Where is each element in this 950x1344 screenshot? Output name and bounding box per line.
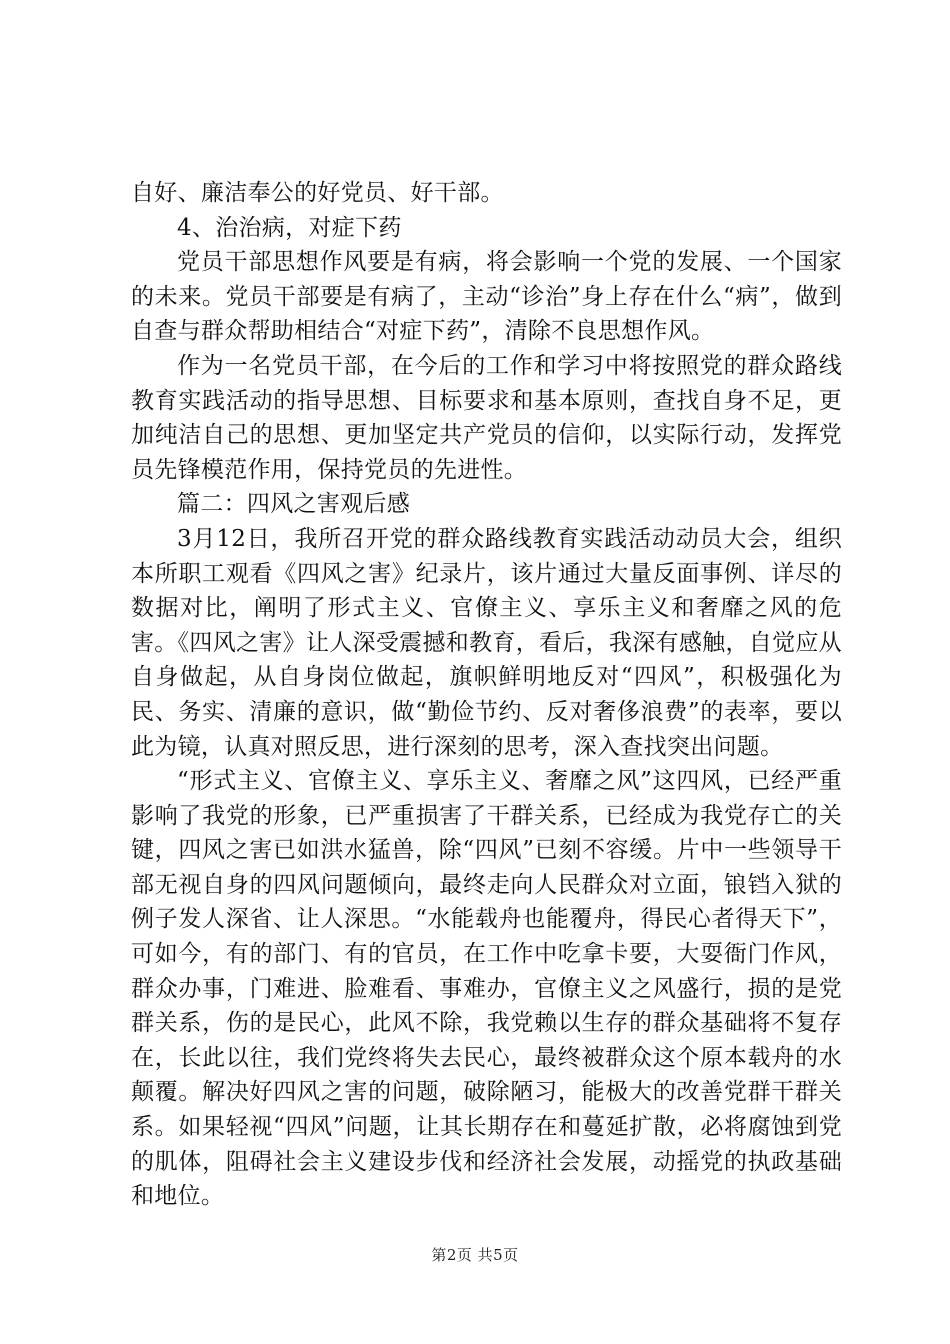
paragraph: 3月12日，我所召开党的群众路线教育实践活动动员大会，组织本所职工观看《四风之害》纪录片，该片通过大量反面事例、详尽的数据对比，阐明了形式主义、官僚主义、享乐主义和奢靡之风的危害。《四风之害》让人深受震撼和教育，看后，我深有感触，自觉应从自身做起，从自身岗位做起，旗帜鲜明地反对“四风”，积极强化为民、务实、清廉的意识，做“勤俭节约、反对奢侈浪费”的表率，要以此为镜，认真对照反思，进行深刻的思考，深入查找突出问题。 xyxy=(131,525,842,760)
article-heading: 篇二：四风之害观后感 xyxy=(177,491,410,518)
paragraph: 自好、廉洁奉公的好党员、好干部。 xyxy=(131,180,504,206)
section-heading-4: 4、治治病，对症下药 xyxy=(177,214,402,241)
paragraph: “形式主义、官僚主义、享乐主义、奢靡之风”这四风，已经严重影响了我党的形象，已严重损害了干群关系，已经成为我党存亡的关键，四风之害已如洪水猛兽，除“四风”已刻不容缓。片中一些领导干部无视自身的四风问题倾向，最终走向人民群众对立面，锒铛入狱的例子发人深省、让人深思。“水能载舟也能覆舟，得民心者得天下”，可如今，有的部门、有的官员，在工作中吃拿卡要，大耍衙门作风，群众办事，门难进、脸难看、事难办，官僚主义之风盛行，损的是党群关系，伤的是民心，此风不除，我党赖以生存的群众基础将不复存在，长此以往，我们党终将失去民心，最终被群众这个原本载舟的水颠覆。解决好四风之害的问题，破除陋习，能极大的改善党群干群关系。如果轻视“四风”问题，让其长期存在和蔓延扩散，必将腐蚀到党的肌体，阻碍社会主义建设步伐和经济社会发展，动摇党的执政基础和地位。 xyxy=(131,768,842,1210)
paragraph: 党员干部思想作风要是有病，将会影响一个党的发展、一个国家的未来。党员干部要是有病了，主动“诊治”身上存在什么“病”，做到自查与群众帮助相结合“对症下药”，清除不良思想作风。 xyxy=(131,249,842,345)
paragraph: 作为一名党员干部，在今后的工作和学习中将按照党的群众路线教育实践活动的指导思想、目标要求和基本原则，查找自身不足，更加纯洁自己的思想、更加坚定共产党员的信仰，以实际行动，发挥党员先锋模范作用，保持党员的先进性。 xyxy=(131,352,842,483)
page-number-footer: 第2页 共5页 xyxy=(431,1246,519,1264)
document-body xyxy=(131,176,842,1214)
